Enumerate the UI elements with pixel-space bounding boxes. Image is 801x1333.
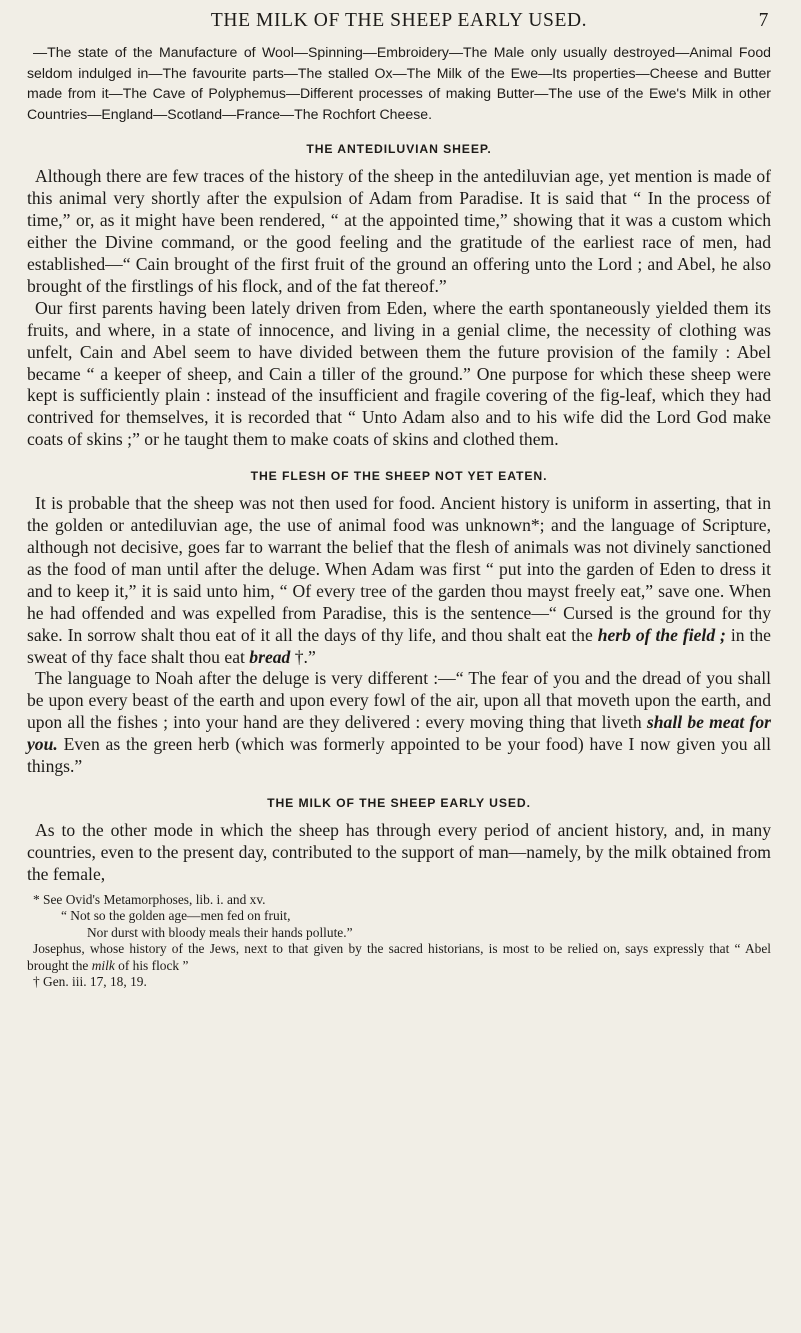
- footnote-verse-line: Nor durst with bloody meals their hands pollute.”: [87, 924, 353, 940]
- page-number: 7: [758, 10, 769, 31]
- paragraph-text: The language to Noah after the deluge is very different :—“ The fear of you and the dread of you shall be upon every beast of the earth and upon every fowl of the air, upon all that moveth upon the earth, and upon all the fishes ; into your hand are they delivered : every moving thing that liveth: [27, 668, 771, 733]
- footnote-dagger: † Gen. iii. 17, 18, 19.: [33, 974, 147, 990]
- footnotes: [27, 892, 771, 991]
- paragraph-text: It is probable that the sheep was not then used for food. Ancient history is uniform in asserting, that in the golden or antediluvian age, the use of animal food was unknown*; and the language of Scripture, although not decisive, goes far to warrant the belief that the flesh of animals was not divinely sanctioned as the food of man until after the deluge. When Adam was first “ put into the garden of Eden to dress it and to keep it,” it is said unto him, “ Of every tree of the garden thou mayst freely eat,” save one. When he had offended and was expelled from Paradise, this is the sentence—“ Cursed is the ground for thy sake. In sorrow shalt thou eat of it all the days of thy life, and thou shalt eat the: [27, 493, 771, 645]
- paragraph: As to the other mode in which the sheep has through every period of ancient history, and, in many countries, even to the present day, contributed to the support of man—namely, by the milk obtained from the female,: [27, 819, 771, 884]
- paragraph: Although there are few traces of the history of the sheep in the antediluvian age, yet mention is made of this animal very shortly after the expulsion of Adam from Paradise. It is said that “ In the process of time,” or, as it might have been rendered, “ at the appointed time,” showing that it was a custom which either the Divine command, or the good feeling and the gratitude of the earliest race of men, had established—“ Cain brought of the first fruit of the ground an offering unto the Lord ; and Abel, he also brought of the firstlings of his flock, and of the fat thereof.”: [27, 166, 771, 296]
- chapter-synopsis: —The state of the Manufacture of Wool—Spinning—Embroidery—The Male only usually destroyed—Animal Food seldom indulged in—The favourite parts—The stalled Ox—The Milk of the Ewe—Its properties—Cheese and Butter made from it—The Cave of Polyphemus—Different processes of making Butter—The use of the Ewe's Milk in other Countries—England—Scotland—France—The Rochfort Cheese.: [27, 44, 771, 122]
- italic-phrase: milk: [91, 957, 115, 973]
- heading-flesh-not-eaten: THE FLESH OF THE SHEEP NOT YET EATEN.: [250, 469, 548, 484]
- paragraph-text: Even as the green herb (which was formerly appointed to be your food) have I now given you all things.”: [27, 734, 771, 777]
- italic-phrase: shall be meat for you.: [27, 712, 772, 755]
- heading-antediluvian-sheep: THE ANTEDILUVIAN SHEEP.: [306, 142, 492, 157]
- paragraph: Our first parents having been lately driven from Eden, where the earth spontaneously yielded them its fruits, and where, in a state of innocence, and living in a genial clime, the necessity of clothing was unfelt, Cain and Abel seem to have divided between them the future provision of the family : Abel became “ a keeper of sheep, and Cain a tiller of the ground.” One purpose for which these sheep were kept is sufficiently plain : instead of the insufficient and fragile covering of the fig-leaf, which they had contrived for themselves, it is recorded that “ Unto Adam also and to his wife did the Lord God make coats of skins ;” or he taught them to make coats of skins and clothed them.: [27, 297, 771, 450]
- footnote-text: of his flock ”: [114, 957, 189, 973]
- italic-phrase: bread: [249, 646, 291, 667]
- paragraph: [27, 668, 771, 778]
- paragraph-text: †.”: [290, 646, 316, 667]
- paragraph: [27, 493, 771, 668]
- italic-phrase: herb of the field ;: [597, 624, 726, 645]
- heading-milk-early-used: THE MILK OF THE SHEEP EARLY USED.: [267, 795, 531, 810]
- running-head-title: THE MILK OF THE SHEEP EARLY USED.: [210, 10, 588, 31]
- footnote-josephus: [27, 941, 771, 974]
- footnote-star: * See Ovid's Metamorphoses, lib. i. and xv.: [33, 891, 266, 907]
- footnote-text: Josephus, whose history of the Jews, next to that given by the sacred historians, is most to be relied on, says expressly that “ Abel brought the: [27, 941, 771, 973]
- paragraph-text: in the sweat of thy face shalt thou eat: [27, 624, 771, 667]
- running-head: [27, 8, 771, 34]
- footnote-verse-line: “ Not so the golden age—men fed on fruit,: [61, 908, 291, 924]
